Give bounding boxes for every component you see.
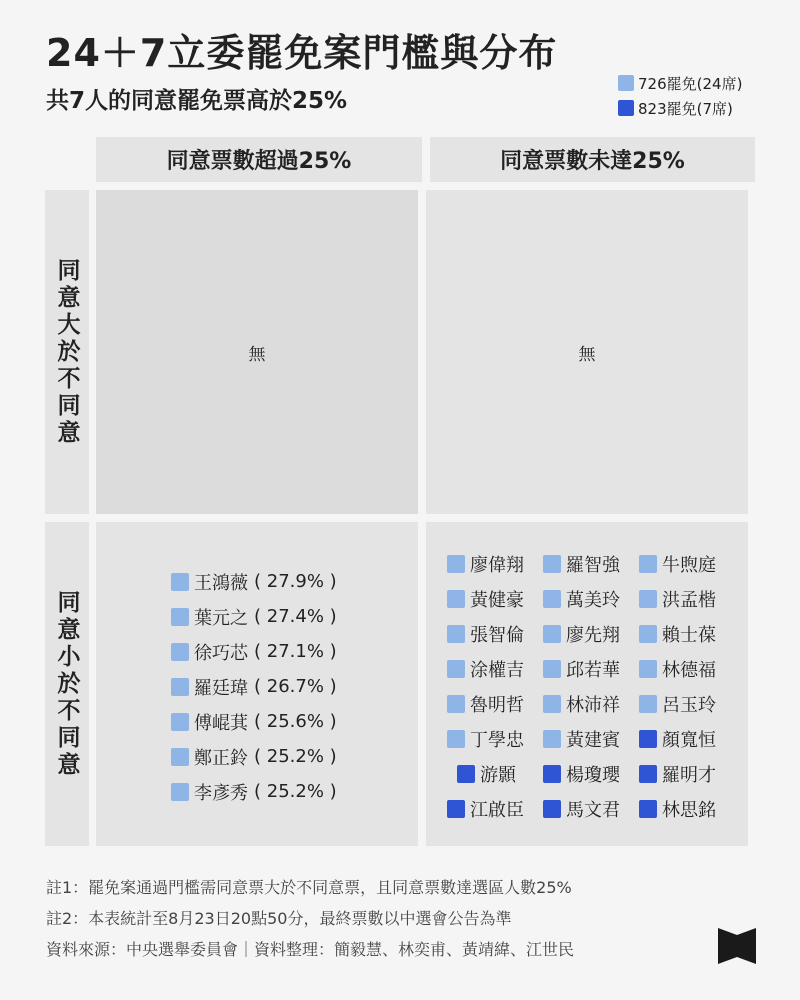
legislator-name: 牛煦庭 [662, 555, 716, 576]
legend-swatch-823 [618, 100, 634, 116]
legislator-item [543, 724, 620, 754]
legislator-item [543, 689, 620, 719]
group-swatch [171, 608, 189, 626]
footnotes [46, 872, 574, 965]
group-swatch [639, 695, 657, 713]
cell-top-left [96, 190, 418, 514]
legislator-name: 黃健豪 [470, 590, 524, 611]
group-swatch [457, 765, 475, 783]
legislator-pct: ( 25.2% ) [254, 781, 337, 802]
legislator-name: 江啟臣 [470, 800, 524, 821]
group-swatch [639, 800, 657, 818]
group-swatch [639, 765, 657, 783]
cell-bottom-right [426, 522, 748, 846]
group-swatch [447, 695, 465, 713]
legislator-item [543, 584, 620, 614]
legislator-name: 林思銘 [662, 800, 716, 821]
row-header-agree-less [45, 522, 89, 846]
legislator-name: 李彥秀 [194, 782, 248, 804]
data-source: 資料來源：中央選舉委員會｜資料整理：簡毅慧、林奕甫、黃靖緯、江世民 [46, 940, 575, 959]
legislator-name: 林德福 [662, 660, 716, 681]
legend-label-823: 823罷免(7席) [638, 99, 733, 118]
group-swatch [447, 800, 465, 818]
legislator-item [171, 704, 337, 739]
group-swatch [543, 625, 561, 643]
legislator-item [171, 634, 337, 669]
row-header-agree-less-label: 同意小於不同意 [53, 589, 80, 779]
legislator-item [171, 739, 337, 774]
legislator-name: 黃建賓 [566, 730, 620, 751]
row-header-agree-greater-label: 同意大於不同意 [53, 257, 80, 447]
legislator-item [639, 759, 716, 789]
legislator-item [639, 654, 716, 684]
legislator-item [543, 619, 620, 649]
note-2: 註2：本表統計至8月23日20點50分，最終票數以中選會公告為準 [46, 909, 512, 928]
group-swatch [639, 625, 657, 643]
legislator-name: 游顥 [480, 765, 516, 786]
group-swatch [171, 678, 189, 696]
legislator-item [447, 689, 524, 719]
legislator-name: 邱若華 [566, 660, 620, 681]
group-swatch [171, 713, 189, 731]
legend-swatch-726 [618, 75, 634, 91]
group-swatch [543, 765, 561, 783]
legislator-item [543, 794, 620, 824]
cell-top-right [426, 190, 748, 514]
legislator-name: 魯明哲 [470, 695, 524, 716]
note-1: 註1：罷免案通過門檻需同意票大於不同意票，且同意票數達選區人數25% [46, 878, 572, 897]
group-swatch [447, 730, 465, 748]
group-swatch [543, 800, 561, 818]
group-swatch [543, 695, 561, 713]
group-swatch [543, 660, 561, 678]
group-swatch [447, 590, 465, 608]
group-swatch [543, 590, 561, 608]
legislator-list-above-25 [171, 564, 337, 809]
legislator-name: 葉元之 [194, 607, 248, 629]
legislator-item [457, 759, 516, 789]
group-swatch [639, 730, 657, 748]
legislator-name: 賴士葆 [662, 625, 716, 646]
legislator-item [171, 774, 337, 809]
legislator-item [447, 654, 524, 684]
legislator-name: 羅明才 [662, 765, 716, 786]
legislator-item [543, 549, 620, 579]
column-header-below-25: 同意票數未達25% [430, 137, 755, 182]
group-swatch [171, 783, 189, 801]
legislator-pct: ( 27.1% ) [254, 641, 337, 662]
legislator-name: 傅崐萁 [194, 712, 248, 734]
group-swatch [447, 555, 465, 573]
group-swatch [171, 748, 189, 766]
legislator-item [543, 654, 620, 684]
legislator-item [543, 759, 620, 789]
legislator-name: 萬美玲 [566, 590, 620, 611]
group-swatch [447, 660, 465, 678]
legislator-name: 廖先翔 [566, 625, 620, 646]
legislator-name: 羅廷瑋 [194, 677, 248, 699]
legislator-name: 顏寬恒 [662, 730, 716, 751]
legislator-name: 廖偉翔 [470, 555, 524, 576]
legislator-item [171, 599, 337, 634]
legislator-item [639, 794, 716, 824]
legend [618, 72, 742, 122]
cell-top-right-text: 無 [578, 344, 596, 365]
legislator-name: 徐巧芯 [194, 642, 248, 664]
legislator-name: 丁學忠 [470, 730, 524, 751]
legislator-name: 楊瓊瓔 [566, 765, 620, 786]
publisher-logo-icon [718, 928, 756, 964]
legislator-item [639, 619, 716, 649]
legislator-item [639, 584, 716, 614]
legislator-name: 王鴻薇 [194, 572, 248, 594]
legislator-item [639, 724, 716, 754]
legislator-pct: ( 27.4% ) [254, 606, 337, 627]
legislator-item [447, 549, 524, 579]
legislator-name: 馬文君 [566, 800, 620, 821]
group-swatch [639, 590, 657, 608]
legislator-pct: ( 26.7% ) [254, 676, 337, 697]
cell-bottom-left [96, 522, 418, 846]
legislator-name: 林沛祥 [566, 695, 620, 716]
legislator-name: 洪孟楷 [662, 590, 716, 611]
group-swatch [447, 625, 465, 643]
group-swatch [543, 555, 561, 573]
legend-label-726: 726罷免(24席) [638, 74, 743, 93]
page-subtitle: 共7人的同意罷免票高於25% [46, 88, 348, 114]
legislator-item [639, 689, 716, 719]
legislator-pct: ( 25.2% ) [254, 746, 337, 767]
group-swatch [543, 730, 561, 748]
group-swatch [639, 555, 657, 573]
legend-item-823 [618, 97, 742, 119]
page-title: 24＋7立委罷免案門檻與分布 [46, 31, 558, 75]
row-header-agree-greater [45, 190, 89, 514]
group-swatch [639, 660, 657, 678]
legislator-item [447, 584, 524, 614]
legislator-item [447, 724, 524, 754]
legislator-name: 羅智強 [566, 555, 620, 576]
legislator-name: 呂玉玲 [662, 695, 716, 716]
legislator-item [447, 794, 524, 824]
legislator-name: 涂權吉 [470, 660, 524, 681]
legislator-item [639, 549, 716, 579]
column-header-above-25: 同意票數超過25% [96, 137, 422, 182]
legislator-pct: ( 25.6% ) [254, 711, 337, 732]
legislator-item [171, 564, 337, 599]
legend-item-726 [618, 72, 742, 94]
legislator-name: 鄭正鈴 [194, 747, 248, 769]
group-swatch [171, 573, 189, 591]
legislator-item [171, 669, 337, 704]
legislator-name: 張智倫 [470, 625, 524, 646]
legislator-pct: ( 27.9% ) [254, 571, 337, 592]
legislator-item [447, 619, 524, 649]
cell-top-left-text: 無 [248, 344, 266, 365]
group-swatch [171, 643, 189, 661]
